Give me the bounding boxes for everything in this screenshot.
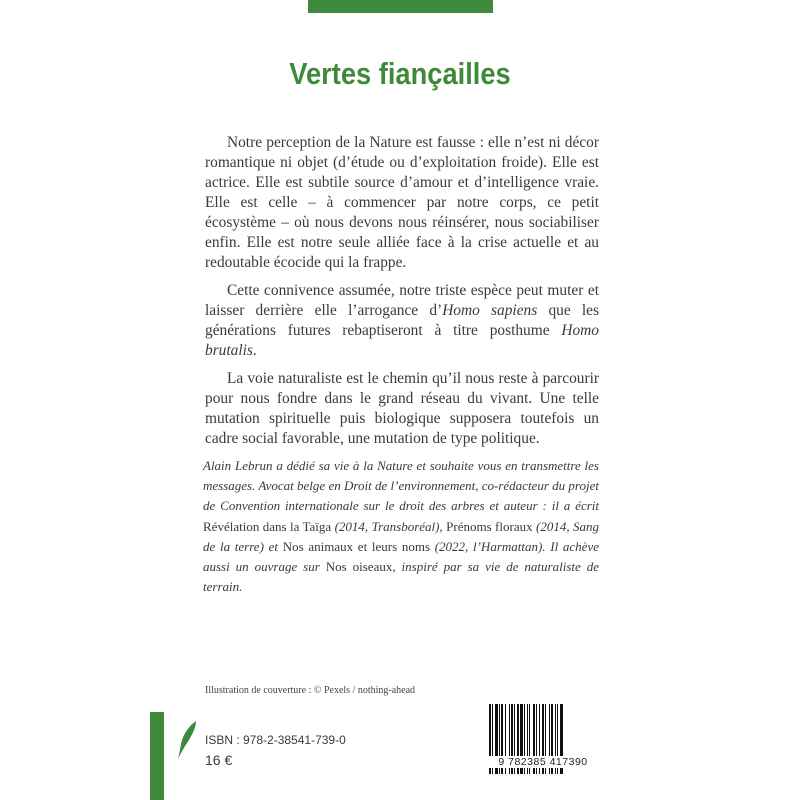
bio-text: Alain Lebrun a dédié sa vie à la Nature et souhaite vous en transmettre les messages. Avocat belge en Droit de l’environnement, co-rédacteur du projet de Convention internationale sur le droit des arbres et auteur : il a écrit (203, 458, 599, 514)
book-price: 16 € (205, 752, 233, 768)
blurb-text: que les générations futures rebaptiseront à titre posthume (205, 302, 600, 339)
back-cover-blurb (205, 133, 599, 457)
blurb-text: . (252, 342, 257, 359)
species-name: Homo sapiens (442, 302, 538, 319)
top-accent-bar (308, 0, 493, 13)
author-bio (203, 456, 599, 597)
feather-icon (176, 720, 198, 760)
bio-text: , inspiré par sa vie de naturaliste de terrain. (203, 559, 599, 595)
blurb-text: Cette connivence assumée, notre triste espèce peut muter et laisser derrière elle l’arrogance d’ (205, 282, 599, 319)
publisher-side-stripe (150, 712, 164, 800)
book-reference: Révélation dans la Taïga (203, 518, 332, 534)
book-reference: Nos oiseaux (325, 559, 393, 575)
bio-text: (2014, Transboréal), (331, 518, 447, 534)
book-reference: Prénoms floraux (446, 518, 533, 534)
isbn-number: ISBN : 978-2-38541-739-0 (205, 733, 346, 747)
blurb-paragraph-3: La voie naturaliste est le chemin qu’il nous reste à parcourir pour nous fondre dans le grand réseau du vivant. Une telle mutation spirituelle puis biologique supposera toutefois un cadre social favorable, une mutation de type politique. (205, 370, 599, 447)
barcode-digits: 9 782385 417390 (483, 756, 603, 768)
blurb-paragraph-1: Notre perception de la Nature est fausse : elle n’est ni décor romantique ni objet (d’étude ou d’exploitation froide). Elle est actrice. Elle est subtile source d’amour et d’intelligence vraie. Elle est celle – à commencer par notre corps, ce petit écosystème – où nous devons nous réinsérer, nous sociabiliser enfin. Elle est notre seule alliée face à la crise actuelle et au redoutable écocide qui la frappe. (205, 134, 599, 271)
bio-text: (2022, l’Harmattan). Il achève aussi un ouvrage sur (203, 538, 599, 575)
book-reference: Nos animaux et leurs noms (282, 538, 431, 554)
bio-text: (2014, Sang de la terre) et (203, 518, 599, 554)
species-name: Homo brutalis (205, 322, 599, 359)
blurb-paragraph-2 (205, 281, 599, 361)
cover-illustration-credit: Illustration de couverture : © Pexels / nothing-ahead (205, 685, 416, 696)
book-title: Vertes fiançailles (289, 56, 511, 91)
